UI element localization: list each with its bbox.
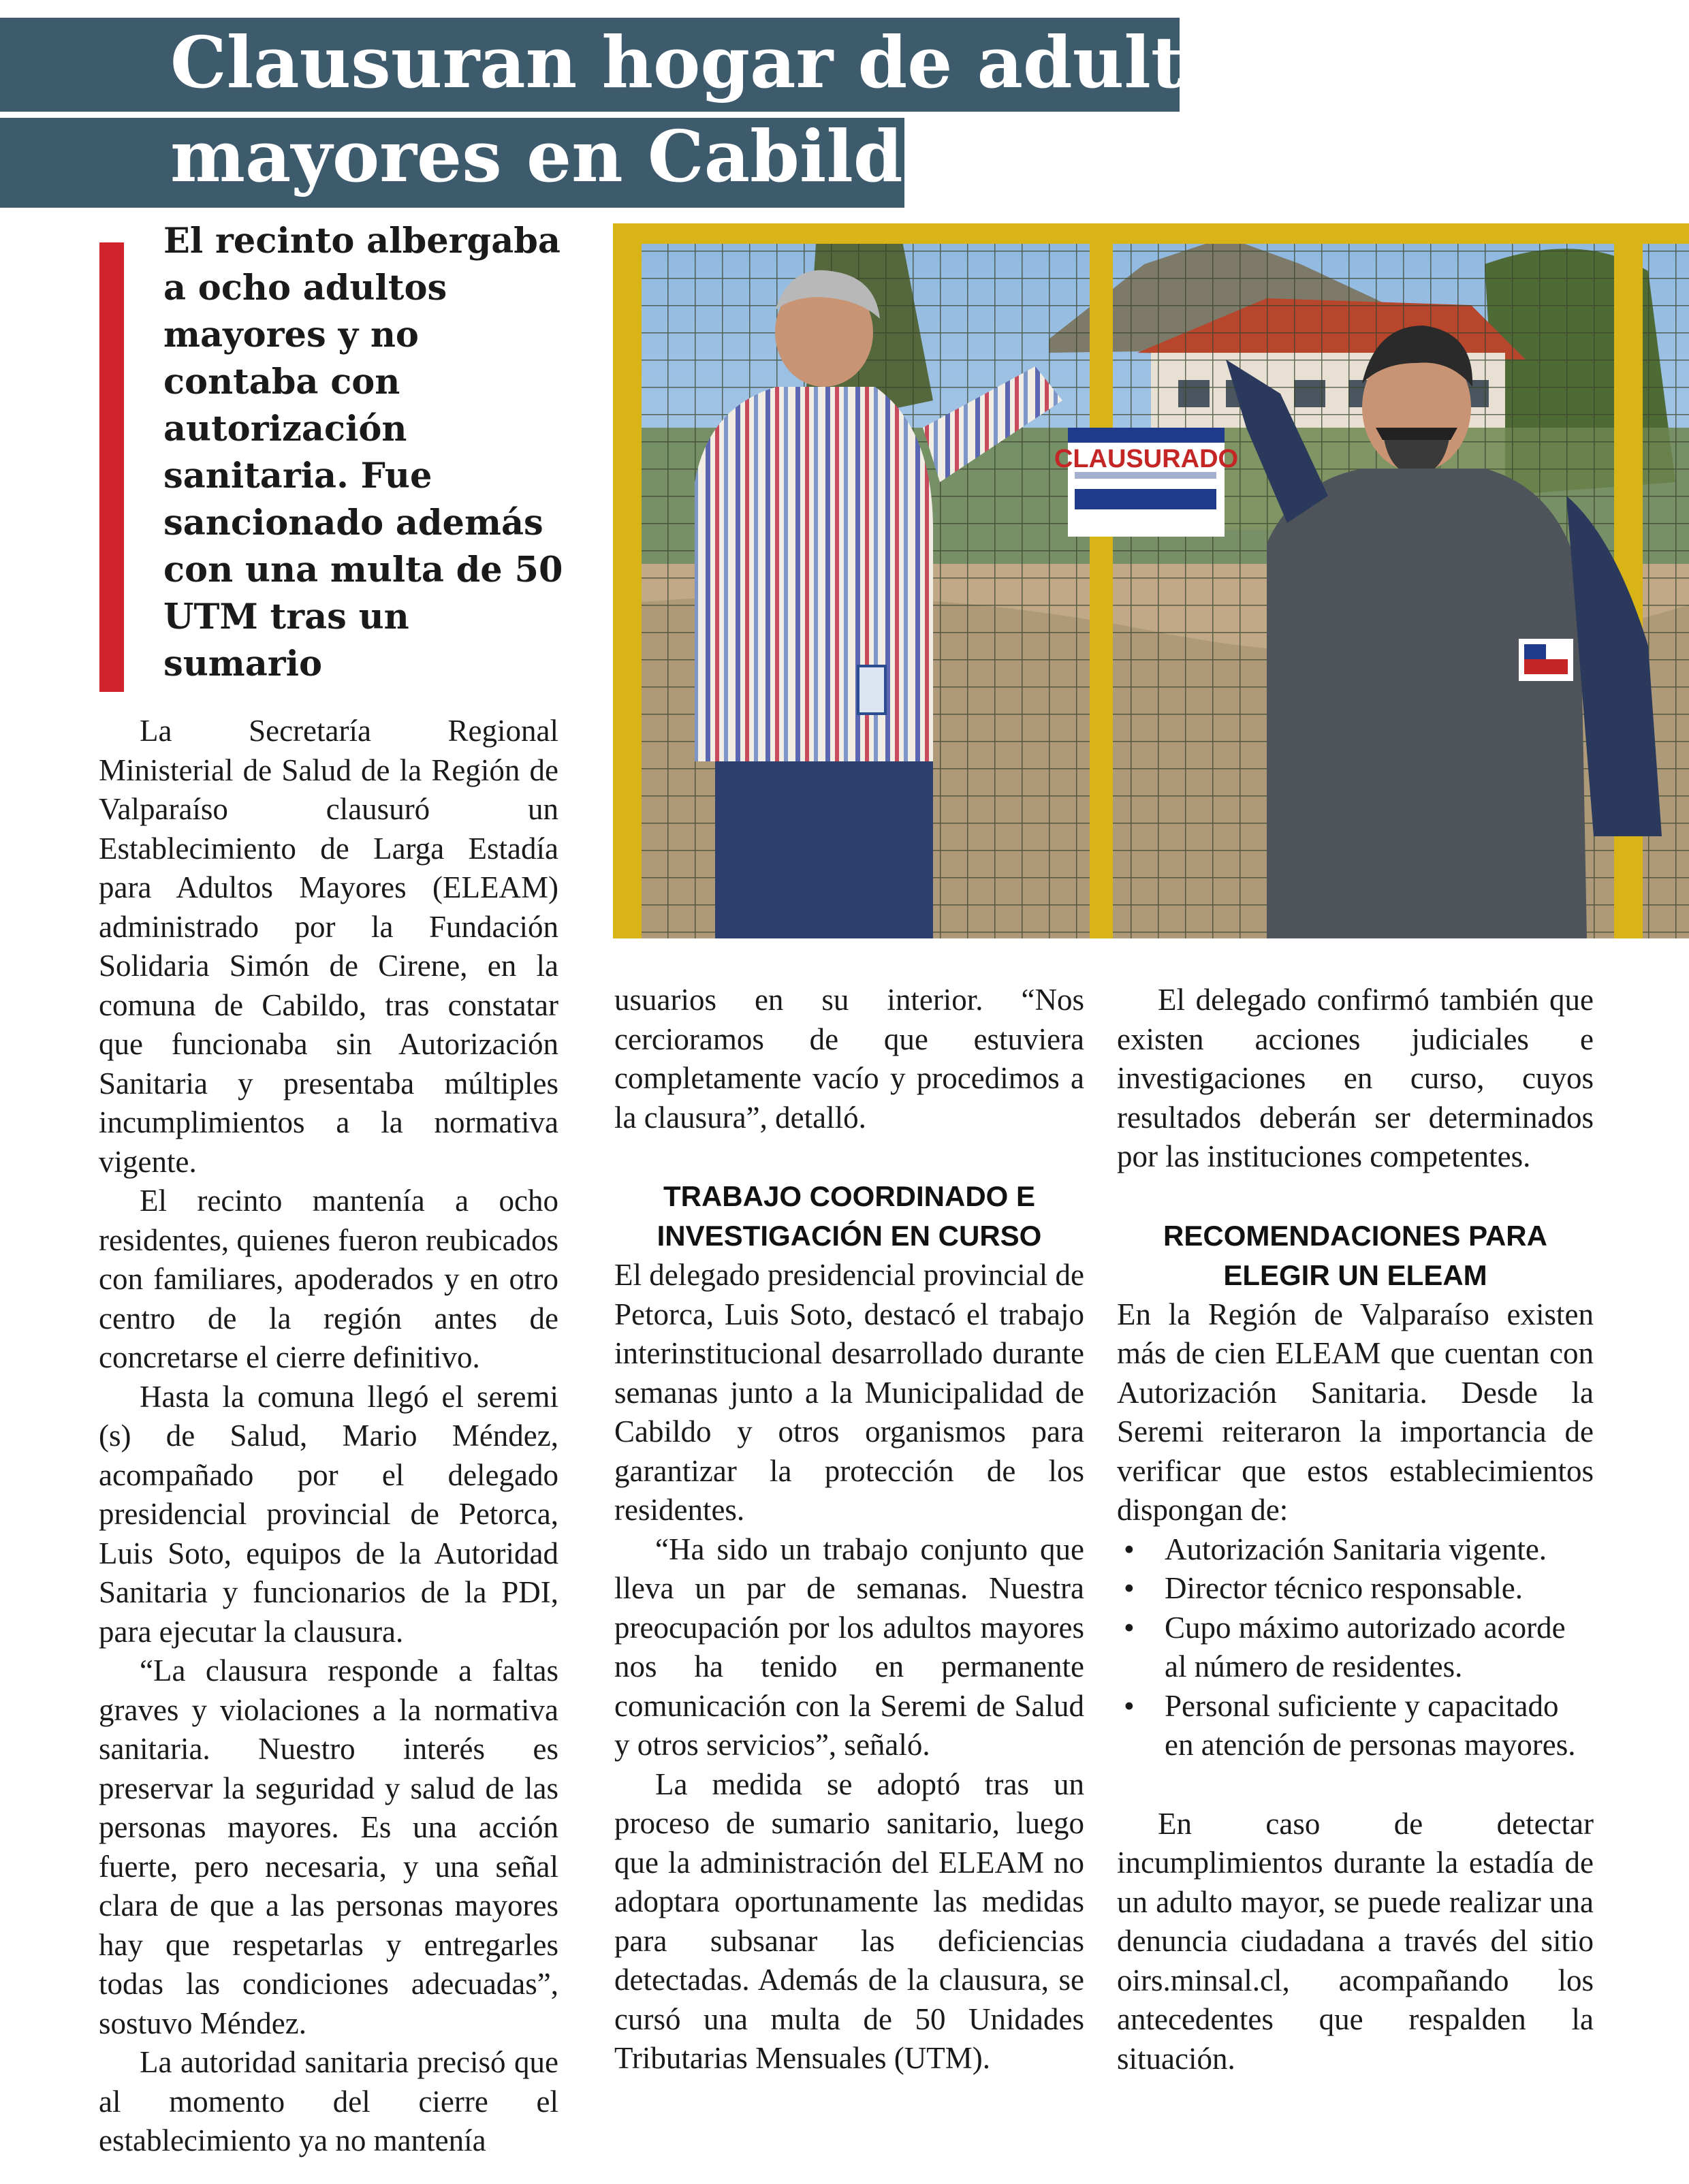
body-paragraph: El delegado presidencial provincial de Petorca, Luis Soto, destacó el trabajo interinstitucional desarrollado durante semanas junto a la Municipalidad de Cabildo y otros organismos para garantizar la protección de los residentes. — [614, 1258, 1084, 1527]
list-item-text: Cupo máximo autorizado acorde al número de residentes. — [1165, 1610, 1566, 1683]
subheading-recomendaciones: RECOMENDACIONES PARA ELEGIR UN ELEAM — [1163, 1219, 1547, 1291]
headline-line-1: Clausuran hogar de adultos — [170, 20, 1271, 104]
body-paragraph: En la Región de Valparaíso existen más de cien ELEAM que cuentan con Autorización Sanitaria. Desde la Seremi reiteraron la importancia de verificar que estos establecimientos dispongan de: — [1117, 1297, 1594, 1527]
subheading-trabajo-coordinado: TRABAJO COORDINADO E INVESTIGACIÓN EN CURSO — [657, 1180, 1042, 1252]
bullet-icon: • — [1124, 1610, 1135, 1645]
article-column-2 — [614, 981, 1084, 2078]
body-paragraph: “Ha sido un trabajo conjunto que lleva un par de semanas. Nuestra preocupación por los adultos mayores nos ha tenido en permanente comunicación con la Seremi de Salud y otros servicios”, señaló. — [614, 1532, 1084, 1762]
bullet-icon: • — [1124, 1688, 1135, 1723]
lead-accent-bar — [99, 242, 124, 692]
body-paragraph: El delegado confirmó también que existen acciones judiciales e investigaciones en curso, cuyos resultados deberán ser determinados por las instituciones competentes. — [1117, 983, 1594, 1173]
article-column-3 — [1117, 981, 1594, 2078]
list-item-text: Director técnico responsable. — [1165, 1571, 1524, 1605]
body-paragraph-continuation: usuarios en su interior. “Nos cercioramos de que estuviera completamente vacío y procedimos a la clausura”, detalló. — [614, 983, 1084, 1135]
body-paragraph: La Secretaría Regional Ministerial de Salud de la Región de Valparaíso clausuró un Establecimiento de Larga Estadía para Adultos Mayores (ELEAM) administrado por la Fundación Solidaria Simón de Cirene, en la comuna de Cabildo, tras constatar que funcionaba sin Autorización Sanitaria y presentaba múltiples incumplimientos a la normativa vigente. — [99, 714, 558, 1179]
list-item-text: Personal suficiente y capacitado en atención de personas mayores. — [1165, 1688, 1576, 1762]
list-item — [1117, 1687, 1594, 1765]
bullet-icon: • — [1124, 1532, 1135, 1566]
list-item — [1117, 1609, 1594, 1687]
lead-summary: El recinto albergaba a ocho adultos mayores y no contaba con autorización sanitaria. Fue sancionado además con una multa de 50 UTM tras un sumario — [163, 221, 563, 684]
list-item-text: Autorización Sanitaria vigente. — [1165, 1532, 1547, 1566]
headline-line-2: mayores en Cabildo — [170, 114, 950, 198]
body-paragraph: “La clausura responde a faltas graves y violaciones a la normativa sanitaria. Nuestro interés es preservar la seguridad y salud de las personas mayores. Es una acción fuerte, pero necesaria, y una señal clara de que a las personas mayores hay que respetarlas y entregarles todas las condiciones adecuadas”, sostuvo Méndez. — [99, 1653, 558, 2040]
sign-clausurado-text: CLAUSURADO — [1054, 445, 1239, 473]
body-paragraph: Hasta la comuna llegó el seremi (s) de Salud, Mario Méndez, acompañado por el delegado presidencial provincial de Petorca, Luis Soto, equipos de la Autoridad Sanitaria y funcionarios de la PDI, para ejecutar la clausura. — [99, 1379, 558, 1649]
requirements-list — [1117, 1530, 1594, 1765]
article-column-1 — [99, 712, 558, 2161]
list-item — [1117, 1569, 1594, 1609]
body-paragraph: La autoridad sanitaria precisó que al momento del cierre el establecimiento ya no mantenía — [99, 2045, 558, 2157]
bullet-icon: • — [1124, 1571, 1135, 1605]
body-paragraph: La medida se adoptó tras un proceso de sumario sanitario, luego que la administración del ELEAM no adoptara oportunamente las medidas para subsanar las deficiencias detectadas. Además de la clausura, se cursó una multa de 50 Unidades Tributarias Mensuales (UTM). — [614, 1767, 1084, 2075]
body-paragraph: El recinto mantenía a ocho residentes, quienes fueron reubicados con familiares, apoderados y en otro centro de la región antes de concretarse el cierre definitivo. — [99, 1184, 558, 1374]
list-item — [1117, 1530, 1594, 1570]
article-photo — [613, 223, 1689, 938]
body-paragraph: En caso de detectar incumplimientos durante la estadía de un adulto mayor, se puede realizar una denuncia ciudadana a través del sitio oirs.minsal.cl, acompañando los antecedentes que respalden la situación. — [1117, 1806, 1594, 2076]
